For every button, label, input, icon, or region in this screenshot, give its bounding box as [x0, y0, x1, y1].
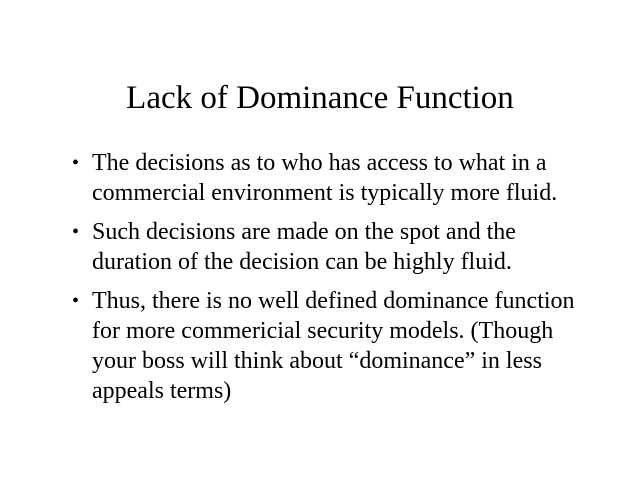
bullet-item-1 — [68, 148, 588, 208]
bullet-icon: • — [72, 221, 80, 243]
bullet-text: The decisions as to who has access to what in a commercial environment is typically more fluid. — [92, 150, 558, 206]
bullet-item-2 — [68, 217, 588, 277]
bullet-list — [68, 148, 588, 415]
bullet-text: Thus, there is no well defined dominance function for more commericial security models. (Though your boss will think about “dominance” in less appeals terms) — [92, 288, 575, 404]
bullet-icon: • — [72, 152, 80, 174]
bullet-item-3 — [68, 286, 588, 406]
bullet-icon: • — [72, 290, 80, 312]
slide-title: Lack of Dominance Function — [126, 80, 514, 116]
bullet-text: Such decisions are made on the spot and the duration of the decision can be highly fluid. — [92, 219, 516, 275]
